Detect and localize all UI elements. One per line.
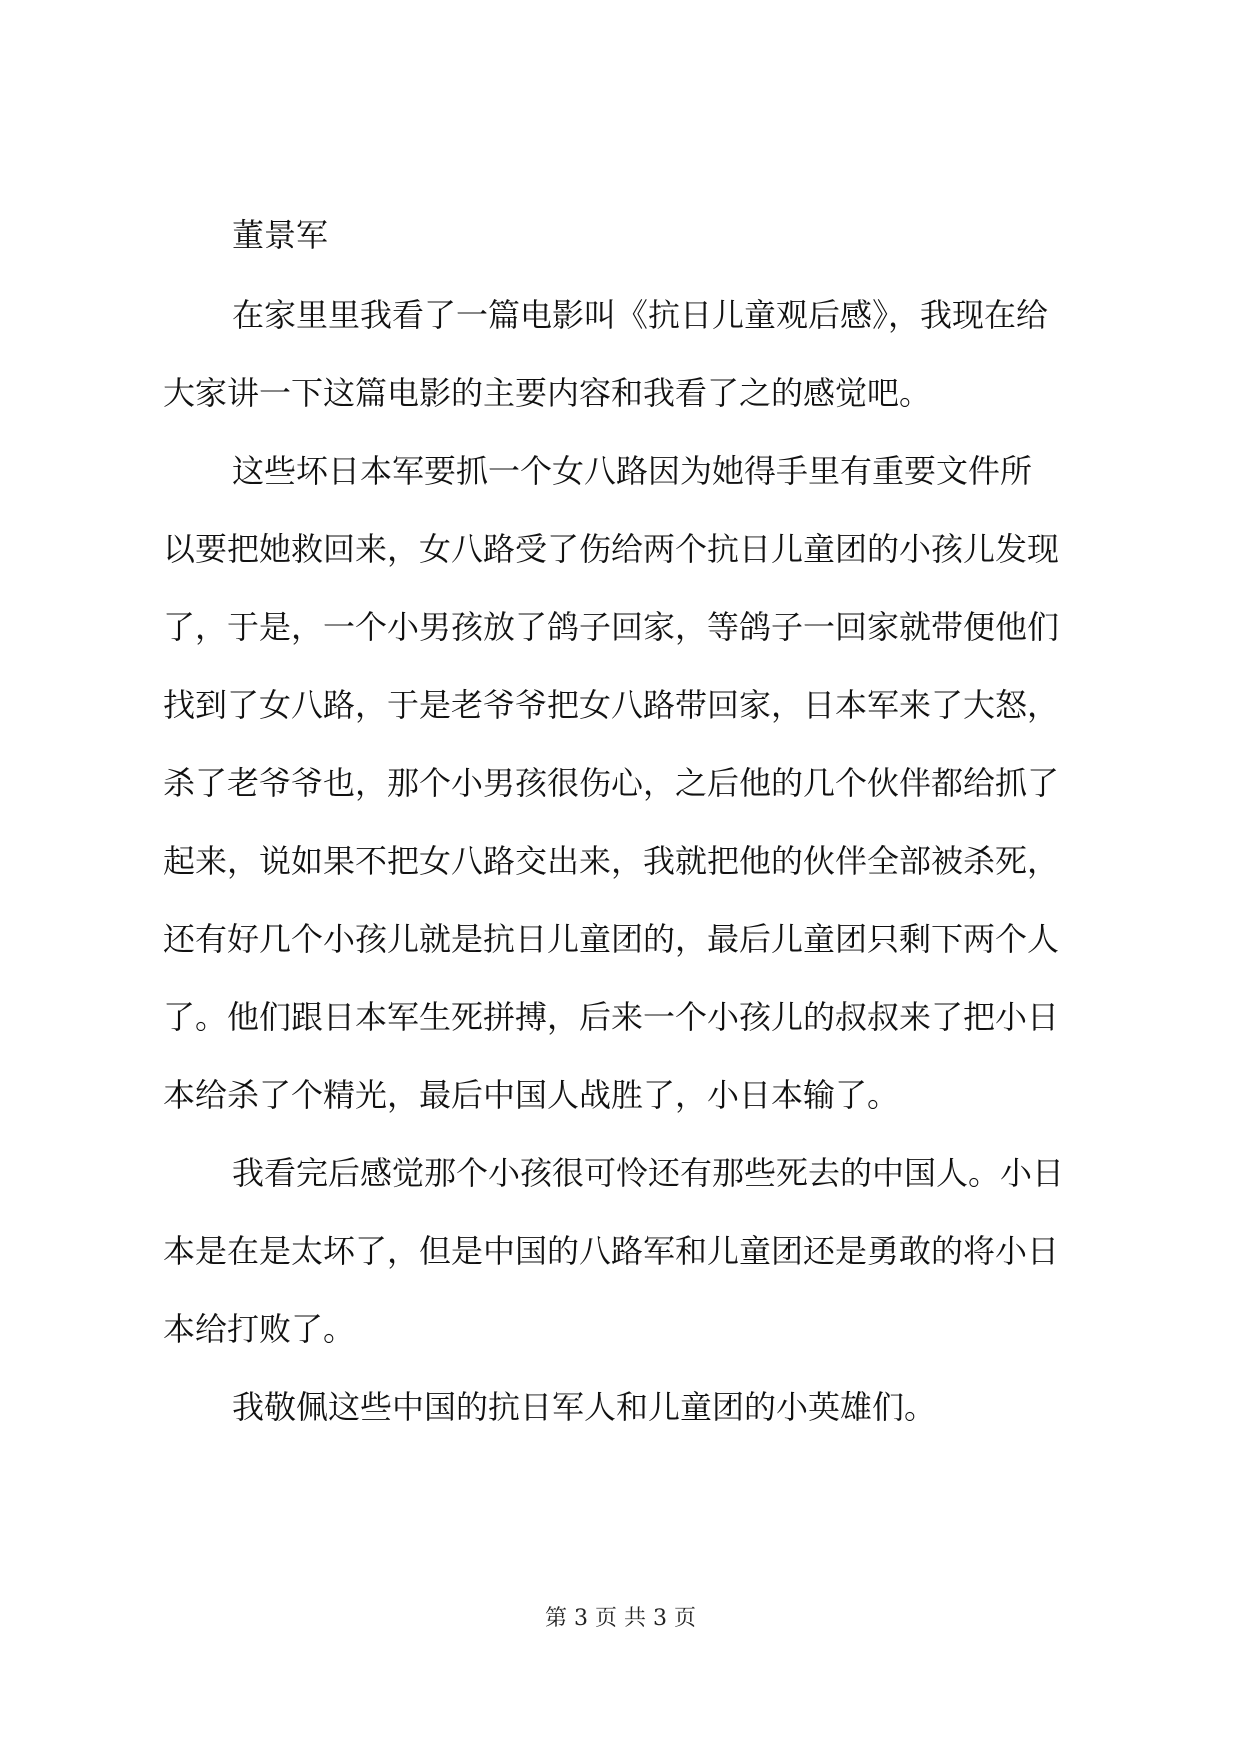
text-line: 在家里里我看了一篇电影叫《抗日儿童观后感》，我现在给 — [232, 296, 1049, 334]
text-line: 了，于是，一个小男孩放了鸽子回家，等鸽子一回家就带便他们 — [163, 608, 1060, 646]
text-line: 本是在是太坏了，但是中国的八路军和儿童团还是勇敢的将小日 — [163, 1232, 1060, 1270]
text-line: 以要把她救回来，女八路受了伤给两个抗日儿童团的小孩儿发现 — [163, 530, 1060, 568]
text-line: 还有好几个小孩儿就是抗日儿童团的，最后儿童团只剩下两个人 — [163, 920, 1060, 958]
text-line: 我看完后感觉那个小孩很可怜还有那些死去的中国人。小日 — [232, 1154, 1065, 1192]
text-line: 起来，说如果不把女八路交出来，我就把他的伙伴全部被杀死， — [163, 842, 1060, 880]
text-line: 找到了女八路，于是老爷爷把女八路带回家，日本军来了大怒， — [163, 686, 1060, 724]
author-name: 董景军 — [232, 216, 329, 254]
text-line: 杀了老爷爷也，那个小男孩很伤心，之后他的几个伙伴都给抓了 — [163, 764, 1060, 802]
page-number-footer: 第 3 页 共 3 页 — [545, 1606, 696, 1631]
text-line: 这些坏日本军要抓一个女八路因为她得手里有重要文件所 — [232, 452, 1033, 490]
text-line: 大家讲一下这篇电影的主要内容和我看了之的感觉吧。 — [163, 374, 932, 412]
text-line: 我敬佩这些中国的抗日军人和儿童团的小英雄们。 — [232, 1388, 937, 1426]
text-line: 本给杀了个精光，最后中国人战胜了，小日本输了。 — [163, 1076, 900, 1114]
text-line: 了。他们跟日本军生死拼搏，后来一个小孩儿的叔叔来了把小日 — [163, 998, 1060, 1036]
text-line: 本给打败了。 — [163, 1310, 356, 1348]
